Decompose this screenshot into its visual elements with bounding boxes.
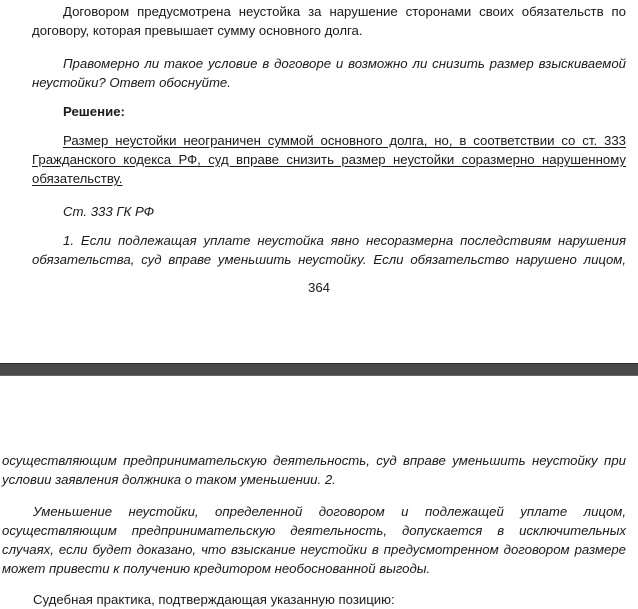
practice-heading: Судебная практика, подтверждающая указанную позицию:	[33, 592, 395, 607]
article-line: осуществляющим предпринимательскую деятельность, суд вправе уменьшить неустойку при	[2, 453, 626, 468]
article-line: может привести к получению кредитором необоснованной выгоды.	[2, 561, 431, 576]
answer-line: обязательству.	[32, 171, 123, 186]
answer-line: Гражданского кодекса РФ, суд вправе снизить размер неустойки соразмерно нарушенному	[32, 152, 626, 167]
paragraph-line: Договором предусмотрена неустойка за нарушение сторонами своих обязательств по	[63, 4, 626, 19]
solution-heading: Решение:	[63, 104, 125, 119]
article-line: обязательства, суд вправе уменьшить неустойку. Если обязательство нарушено лицом,	[32, 252, 626, 267]
page-separator	[0, 363, 638, 376]
article-line: случаях, если будет доказано, что взыскание неустойки в предусмотренном договором размере	[2, 542, 626, 557]
answer-line: Размер неустойки неограничен суммой основного долга, но, в соответствии со ст. 333	[63, 133, 626, 148]
question-line: неустойки? Ответ обоснуйте.	[32, 75, 231, 90]
article-line: осуществляющим предпринимательскую деятельность, допускается в исключительных	[2, 523, 626, 538]
question-line: Правомерно ли такое условие в договоре и возможно ли снизить размер взыскиваемой	[63, 56, 626, 71]
article-line: Уменьшение неустойки, определенной договором и подлежащей уплате лицом,	[33, 504, 626, 519]
paragraph-line: договору, которая превышает сумму основного долга.	[32, 23, 363, 38]
article-line: условии заявления должника о таком уменьшении. 2.	[2, 472, 336, 487]
article-reference: Ст. 333 ГК РФ	[63, 204, 155, 219]
article-line: 1. Если подлежащая уплате неустойка явно несоразмерна последствиям нарушения	[63, 233, 626, 248]
document-page-365	[0, 376, 638, 609]
page-number: 364	[307, 280, 330, 295]
